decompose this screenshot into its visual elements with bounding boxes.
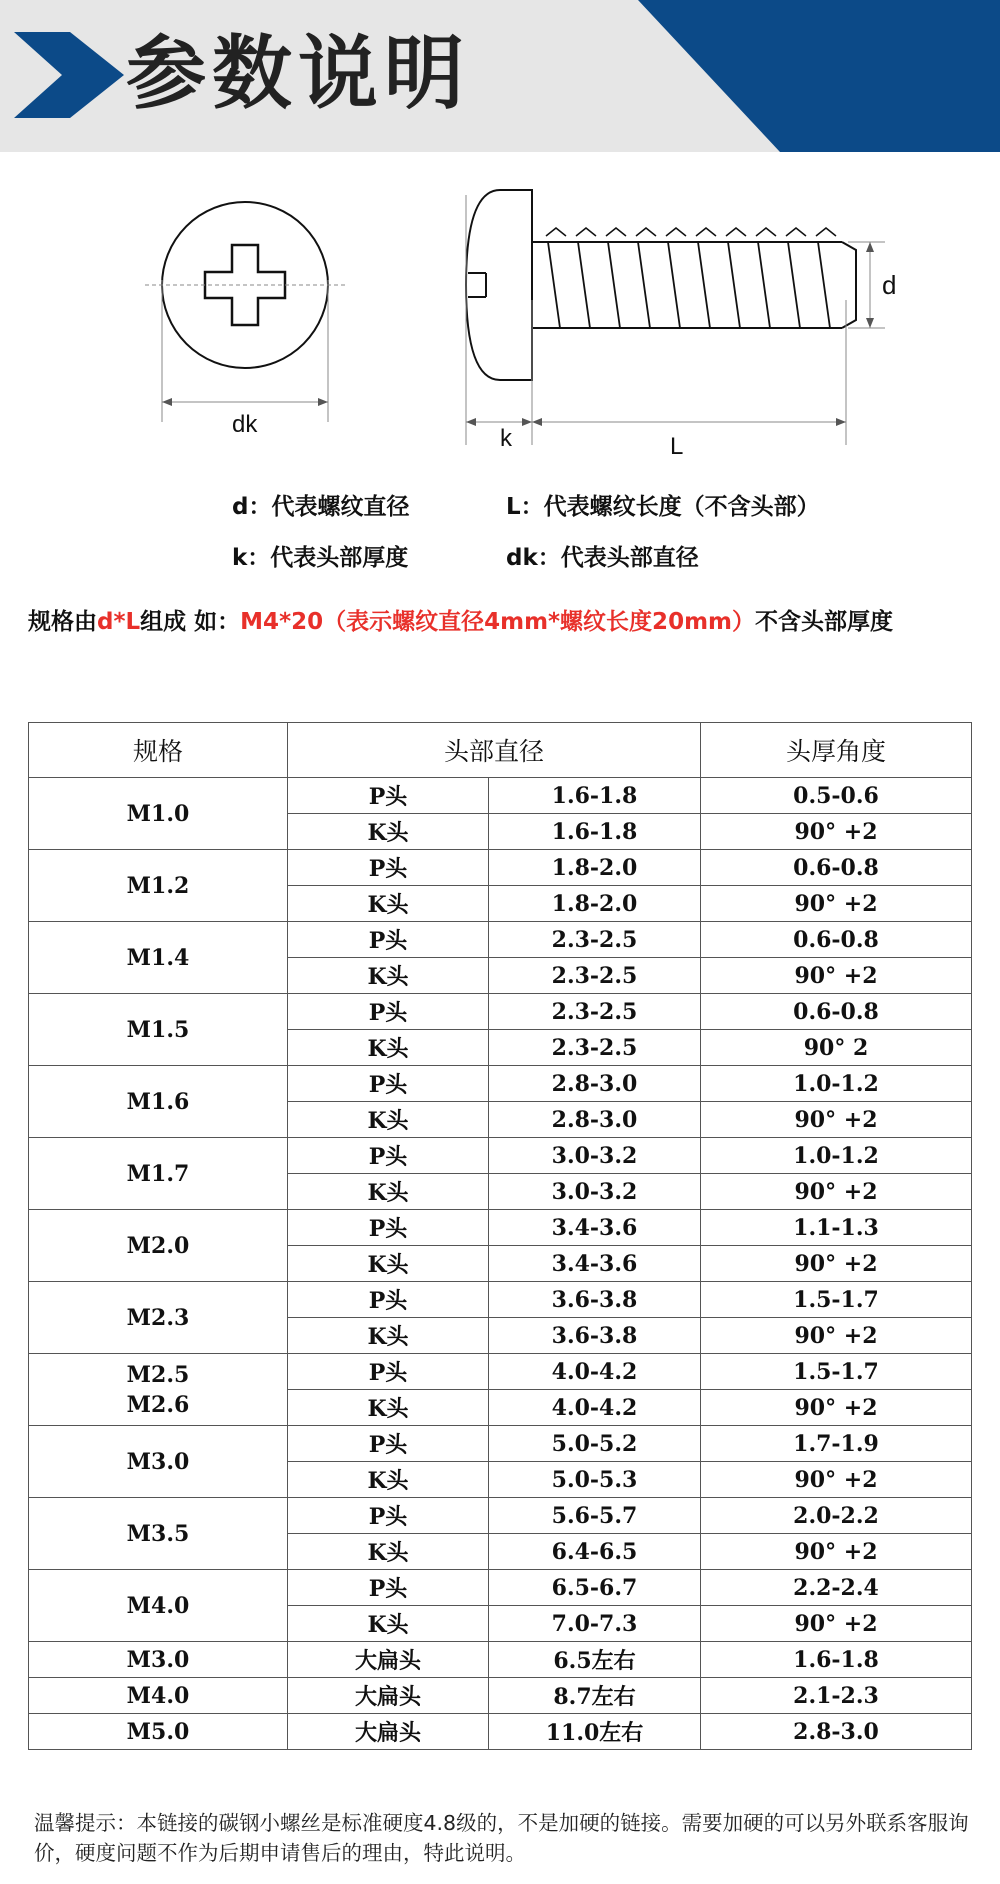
diameter-cell: 2.3-2.5 (489, 994, 701, 1030)
model-cell: M1.0 (29, 778, 288, 850)
head-type-cell: P头 (288, 1354, 489, 1390)
model-cell: M4.0 (29, 1570, 288, 1642)
spec-middle: 组成 如： (140, 609, 241, 635)
model-cell: M1.2 (29, 850, 288, 922)
model-cell: M4.0 (29, 1678, 288, 1714)
diameter-cell: 3.0-3.2 (489, 1138, 701, 1174)
head-type-cell: P头 (288, 1138, 489, 1174)
thickness-cell: 90° +2 (701, 1534, 972, 1570)
head-type-cell: P头 (288, 1498, 489, 1534)
head-type-cell: 大扁头 (288, 1678, 489, 1714)
diameter-cell: 2.3-2.5 (489, 1030, 701, 1066)
diameter-cell: 1.8-2.0 (489, 850, 701, 886)
thickness-cell: 90° +2 (701, 1462, 972, 1498)
legend-L: L：代表螺纹长度（不含头部） (506, 494, 820, 520)
head-type-cell: K头 (288, 1534, 489, 1570)
model-cell: M3.0 (29, 1426, 288, 1498)
table-row (29, 850, 972, 886)
dim-label-dk: dk (232, 411, 258, 438)
thickness-cell: 1.0-1.2 (701, 1138, 972, 1174)
head-type-cell: K头 (288, 1462, 489, 1498)
table-row (29, 1354, 972, 1390)
model-cell: M2.5 M2.6 (29, 1354, 288, 1426)
header-head-diameter: 头部直径 (288, 723, 701, 778)
table-row (29, 1210, 972, 1246)
diameter-cell: 2.8-3.0 (489, 1102, 701, 1138)
dim-label-k: k (500, 425, 512, 452)
head-type-cell: P头 (288, 778, 489, 814)
table-row (29, 1066, 972, 1102)
model-cell: M1.4 (29, 922, 288, 994)
diameter-cell: 5.6-5.7 (489, 1498, 701, 1534)
head-type-cell: P头 (288, 850, 489, 886)
thickness-cell: 90° +2 (701, 958, 972, 994)
diameter-cell: 4.0-4.2 (489, 1354, 701, 1390)
table-row (29, 994, 972, 1030)
diameter-cell: 4.0-4.2 (489, 1390, 701, 1426)
head-type-cell: 大扁头 (288, 1714, 489, 1750)
head-type-cell: K头 (288, 1174, 489, 1210)
head-type-cell: P头 (288, 994, 489, 1030)
table-row (29, 1570, 972, 1606)
table-body (29, 778, 972, 1750)
head-type-cell: K头 (288, 886, 489, 922)
model-cell: M3.0 (29, 1642, 288, 1678)
head-type-cell: K头 (288, 1606, 489, 1642)
thickness-cell: 2.8-3.0 (701, 1714, 972, 1750)
spec-suffix: 不含头部厚度 (755, 609, 893, 635)
thickness-cell: 2.1-2.3 (701, 1678, 972, 1714)
header-model: 规格 (29, 723, 288, 778)
thickness-cell: 90° +2 (701, 1246, 972, 1282)
diameter-cell: 11.0左右 (489, 1714, 701, 1750)
thickness-cell: 90° +2 (701, 1318, 972, 1354)
screw-dimensions (466, 195, 885, 445)
diameter-cell: 3.6-3.8 (489, 1282, 701, 1318)
model-cell: M5.0 (29, 1714, 288, 1750)
legend-d: d：代表螺纹直径 (232, 494, 410, 520)
diameter-cell: 3.0-3.2 (489, 1174, 701, 1210)
head-type-cell: K头 (288, 814, 489, 850)
diameter-cell: 6.5-6.7 (489, 1570, 701, 1606)
legend-dk: dk：代表头部直径 (506, 545, 699, 571)
model-cell: M2.3 (29, 1282, 288, 1354)
model-cell: M1.7 (29, 1138, 288, 1210)
dim-label-L: L (670, 433, 684, 460)
head-type-cell: K头 (288, 1318, 489, 1354)
spec-prefix: 规格由 (28, 609, 97, 635)
thickness-cell: 90° +2 (701, 1606, 972, 1642)
diameter-cell: 2.3-2.5 (489, 958, 701, 994)
model-cell: M2.0 (29, 1210, 288, 1282)
head-type-cell: K头 (288, 1390, 489, 1426)
thickness-cell: 1.7-1.9 (701, 1426, 972, 1462)
head-type-cell: 大扁头 (288, 1642, 489, 1678)
table-row (29, 1282, 972, 1318)
legend-k: k：代表头部厚度 (232, 545, 409, 571)
table-row (29, 1138, 972, 1174)
diameter-cell: 5.0-5.3 (489, 1462, 701, 1498)
thickness-cell: 90° +2 (701, 1174, 972, 1210)
spec-explanation (28, 603, 893, 636)
table-row (29, 1714, 972, 1750)
head-type-cell: K头 (288, 1102, 489, 1138)
head-type-cell: P头 (288, 1210, 489, 1246)
screw-diagram (0, 170, 1000, 470)
head-type-cell: P头 (288, 1066, 489, 1102)
header-banner (0, 0, 1000, 152)
screw-side-view (466, 190, 856, 380)
spec-table (28, 722, 972, 1750)
model-cell: M3.5 (29, 1498, 288, 1570)
thickness-cell: 2.0-2.2 (701, 1498, 972, 1534)
table-row (29, 1642, 972, 1678)
thickness-cell: 1.1-1.3 (701, 1210, 972, 1246)
thickness-cell: 0.6-0.8 (701, 922, 972, 958)
head-type-cell: K头 (288, 958, 489, 994)
thickness-cell: 90° +2 (701, 1102, 972, 1138)
diameter-cell: 5.0-5.2 (489, 1426, 701, 1462)
diameter-cell: 7.0-7.3 (489, 1606, 701, 1642)
table-row (29, 922, 972, 958)
diameter-cell: 8.7左右 (489, 1678, 701, 1714)
warm-tip: 温馨提示：本链接的碳钢小螺丝是标准硬度4.8级的，不是加硬的链接。需要加硬的可以另外联系客服询价，硬度问题不作为后期申请售后的理由，特此说明。 (34, 1811, 969, 1865)
thickness-cell: 0.6-0.8 (701, 850, 972, 886)
head-type-cell: K头 (288, 1030, 489, 1066)
thickness-cell: 90° +2 (701, 886, 972, 922)
thickness-cell: 1.0-1.2 (701, 1066, 972, 1102)
table-row (29, 1498, 972, 1534)
dk-dimension (145, 280, 345, 422)
table-header-row (29, 723, 972, 778)
header-thickness-angle: 头厚角度 (701, 723, 972, 778)
table-row (29, 1426, 972, 1462)
spec-example: M4*20（表示螺纹直径4mm*螺纹长度20mm） (240, 609, 755, 635)
diameter-cell: 6.4-6.5 (489, 1534, 701, 1570)
model-cell: M1.6 (29, 1066, 288, 1138)
head-type-cell: P头 (288, 1426, 489, 1462)
thickness-cell: 2.2-2.4 (701, 1570, 972, 1606)
diameter-cell: 3.4-3.6 (489, 1210, 701, 1246)
thickness-cell: 1.5-1.7 (701, 1354, 972, 1390)
thickness-cell: 90° +2 (701, 814, 972, 850)
thickness-cell: 90° 2 (701, 1030, 972, 1066)
diameter-cell: 1.6-1.8 (489, 814, 701, 850)
spec-formula: d*L (97, 609, 141, 635)
head-type-cell: P头 (288, 1282, 489, 1318)
chevron-right-icon (14, 32, 124, 118)
thickness-cell: 0.5-0.6 (701, 778, 972, 814)
head-type-cell: P头 (288, 1570, 489, 1606)
page-title: 参数说明 (126, 27, 470, 120)
head-type-cell: K头 (288, 1246, 489, 1282)
thickness-cell: 1.5-1.7 (701, 1282, 972, 1318)
thickness-cell: 1.6-1.8 (701, 1642, 972, 1678)
model-cell: M1.5 (29, 994, 288, 1066)
thickness-cell: 90° +2 (701, 1390, 972, 1426)
diameter-cell: 2.3-2.5 (489, 922, 701, 958)
diameter-cell: 2.8-3.0 (489, 1066, 701, 1102)
diameter-cell: 1.6-1.8 (489, 778, 701, 814)
table-row (29, 1678, 972, 1714)
dim-label-d: d (882, 270, 897, 300)
table-row (29, 778, 972, 814)
diameter-cell: 3.6-3.8 (489, 1318, 701, 1354)
head-type-cell: P头 (288, 922, 489, 958)
diameter-cell: 6.5左右 (489, 1642, 701, 1678)
thickness-cell: 0.6-0.8 (701, 994, 972, 1030)
diameter-cell: 1.8-2.0 (489, 886, 701, 922)
diameter-cell: 3.4-3.6 (489, 1246, 701, 1282)
